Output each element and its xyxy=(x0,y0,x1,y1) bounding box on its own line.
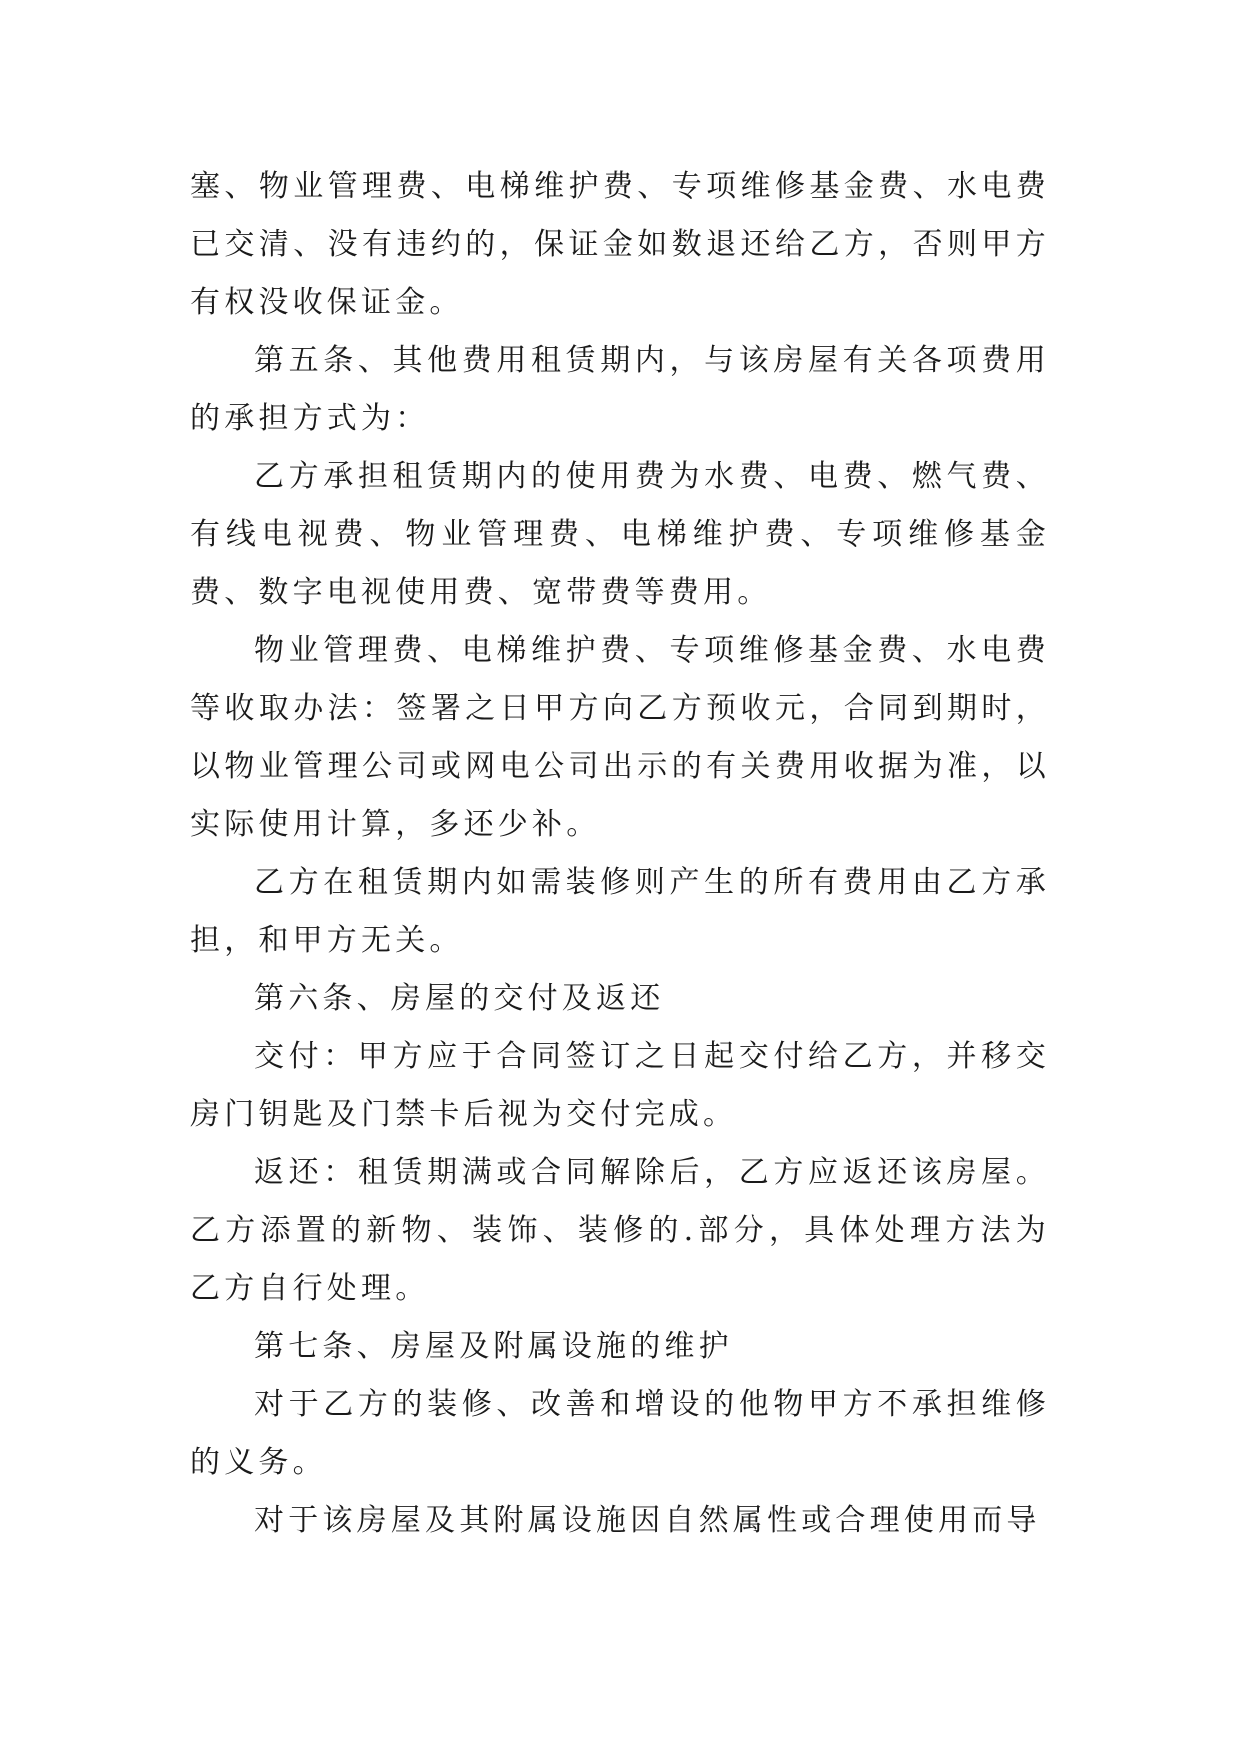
paragraph-tenant-fees: 乙方承担租赁期内的使用费为水费、电费、燃气费、有线电视费、物业管理费、电梯维护费、专项维修基金费、数字电视使用费、宽带费等费用。 xyxy=(190,459,1050,610)
document-body xyxy=(190,158,1050,1550)
paragraph-fee-collection: 物业管理费、电梯维护费、专项维修基金费、水电费等收取办法：签署之日甲方向乙方预收元，合同到期时，以物业管理公司或网电公司出示的有关费用收据为准，以实际使用计算，多还少补。 xyxy=(190,633,1050,842)
paragraph-article-5-heading: 第五条、其他费用租赁期内，与该房屋有关各项费用的承担方式为： xyxy=(190,343,1050,436)
paragraph-article-7-heading: 第七条、房屋及附属设施的维护 xyxy=(254,1329,733,1364)
paragraph-maintenance-exemption: 对于乙方的装修、改善和增设的他物甲方不承担维修的义务。 xyxy=(190,1387,1050,1480)
paragraph-deposit-refund: 塞、物业管理费、电梯维护费、专项维修基金费、水电费已交清、没有违约的，保证金如数退还给乙方，否则甲方有权没收保证金。 xyxy=(190,169,1050,320)
paragraph-renovation-costs: 乙方在租赁期内如需装修则产生的所有费用由乙方承担，和甲方无关。 xyxy=(190,865,1050,958)
paragraph-article-6-heading: 第六条、房屋的交付及返还 xyxy=(254,981,665,1016)
paragraph-delivery: 交付：甲方应于合同签订之日起交付给乙方，并移交房门钥匙及门禁卡后视为交付完成。 xyxy=(190,1039,1050,1132)
paragraph-return: 返还：租赁期满或合同解除后，乙方应返还该房屋。乙方添置的新物、装饰、装修的.部分，具体处理方法为乙方自行处理。 xyxy=(190,1155,1050,1306)
paragraph-maintenance-natural: 对于该房屋及其附属设施因自然属性或合理使用而导 xyxy=(254,1503,1041,1538)
